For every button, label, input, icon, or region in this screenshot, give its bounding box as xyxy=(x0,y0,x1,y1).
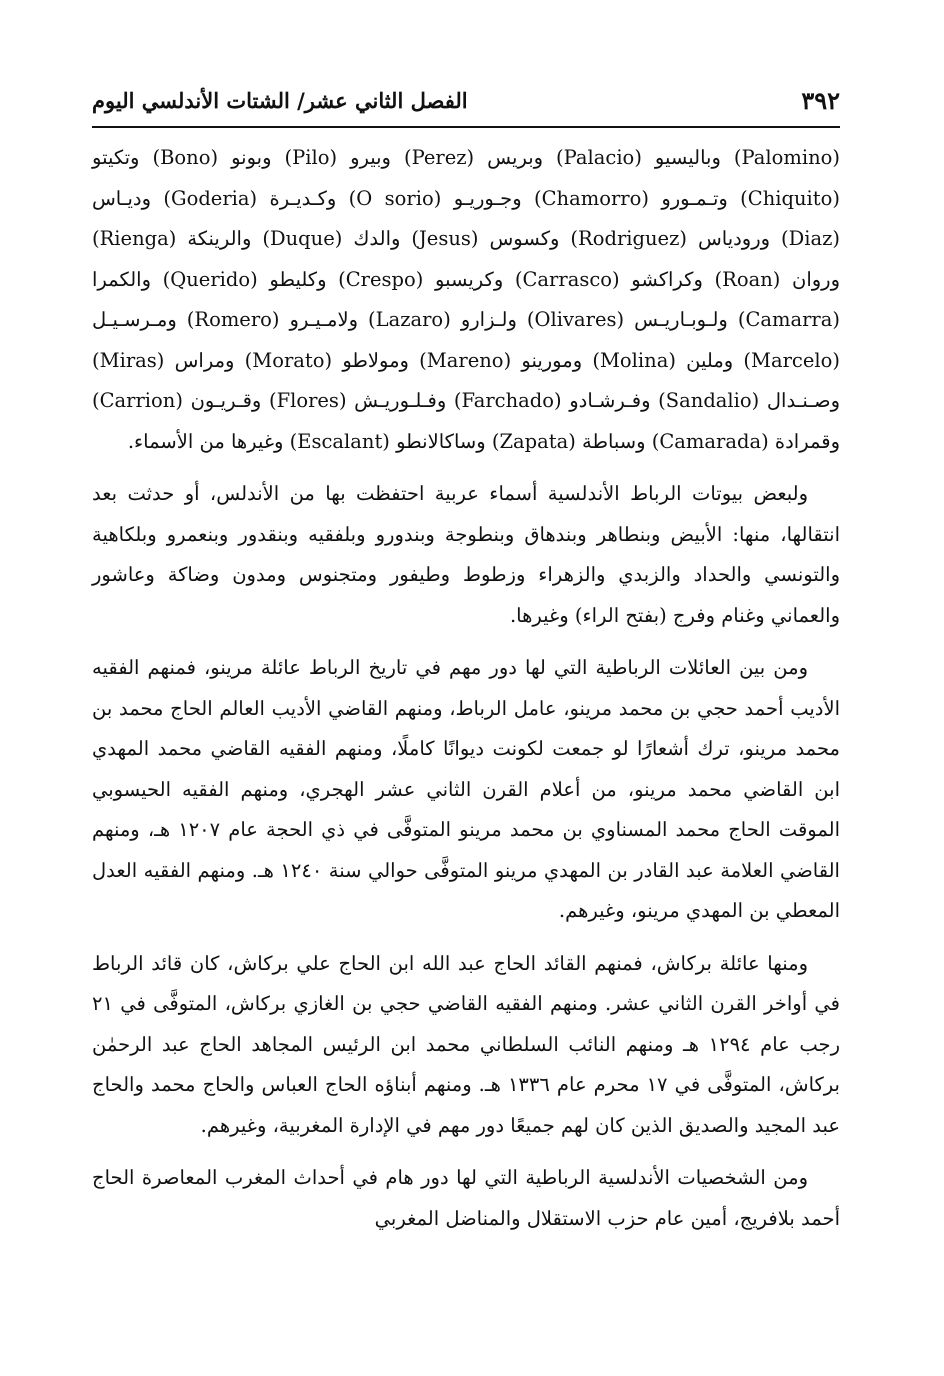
page-number: ٣٩٢ xyxy=(801,86,840,115)
body-text xyxy=(92,138,840,1239)
paragraph-arabic-family-names: ولبعض بيوتات الرباط الأندلسية أسماء عربية احتفظت بها من الأندلس، أو حدثت بعد انتقالها، منها: الأبيض وبنطاهر وبندهاق وبنطوجة وبندورو وبلفقيه وبنقدور وبنعمرو وبلكاهية والتونسي والحداد والزبدي والزهراء وزطوط وطيفور ومتجنوس ومدون وضاكة وعاشور والعماني وغنام وفرج (بفتح الراء) وغيرها. xyxy=(92,482,840,627)
paragraph-bargach-family: ومنها عائلة بركاش، فمنهم القائد الحاج عبد الله ابن الحاج علي بركاش، كان قائد الرباط في أواخر القرن الثاني عشر. ومنهم الفقيه القاضي حجي بن الغازي بركاش، المتوفَّى في ٢١ رجب عام ١٢٩٤ هـ ومنهم النائب السلطاني محمد ابن الرئيس المجاهد الحاج عبد الرحمٰن بركاش، المتوفَّى في ١٧ محرم عام ١٣٣٦ هـ. ومنهم أبناؤه الحاج العباس والحاج محمد والحاج عبد المجيد والصديق الذين كان لهم جميعًا دور مهم في الإدارة المغربية، وغيرهم. xyxy=(92,951,840,1137)
header-rule xyxy=(92,126,840,128)
paragraph-balafrej: ومن الشخصيات الأندلسية الرباطية التي لها دور هام في أحداث المغرب المعاصرة الحاج أحمد بلافريج، أمين عام حزب الاستقلال والمناضل المغربي xyxy=(92,1166,840,1230)
page-header xyxy=(92,80,840,120)
running-title: الفصل الثاني عشر/ الشتات الأندلسي اليوم xyxy=(92,88,468,113)
paragraph-merino-family: ومن بين العائلات الرباطية التي لها دور مهم في تاريخ الرباط عائلة مرينو، فمنهم الفقيه الأديب أحمد حجي بن محمد مرينو، عامل الرباط، ومنهم القاضي الأديب العالم الحاج محمد بن محمد مرينو، ترك أشعارًا لو جمعت لكونت ديوانًا كاملًا، ومنهم الفقيه القاضي محمد المهدي ابن القاضي محمد مرينو، من أعلام القرن الثاني عشر الهجري، ومنهم الفقيه الحيسوبي الموقت الحاج محمد المسناوي بن محمد مرينو المتوفَّى في ذي الحجة عام ١٢٠٧ هـ، ومنهم القاضي العلامة عبد القادر بن المهدي مرينو المتوفَّى حوالي سنة ١٢٤٠ هـ. ومنهم الفقيه العدل المعطي بن المهدي مرينو، وغيرهم. xyxy=(92,656,840,922)
paragraph-spanish-surnames: (Palomino) وباليسيو (Palacio) وبريس (Perez) وبيرو (Pilo) وبونو (Bono) وتكيتو (Chiquito) وتـمـورو (Chamorro) وجـوريـو (O sorio) وكـديـرة (Goderia) وديـاس (Diaz) ورودياس (Rodriguez) وكسوس (Jesus) والدك (Duque) والرينكة (Rienga) وروان (Roan) وكراكشو (Carrasco) وكريسبو (Crespo) وكليطو (Querido) والكمرا (Camarra) ولـوبـاريـس (Olivares) ولـزارو (Lazaro) ولامـيـرو (Romero) ومـرسـيـل (Marcelo) وملين (Molina) ومورينو (Mareno) ومولاطو (Morato) ومراس (Miras) وصـنـدال (Sandalio) وفـرشـادو (Farchado) وفـلـوريـش (Flores) وقـريـون (Carrion) وقمرادة (Camarada) وسباطة (Zapata) وساكالانطو (Escalant) وغيرها من الأسماء. xyxy=(92,146,841,453)
